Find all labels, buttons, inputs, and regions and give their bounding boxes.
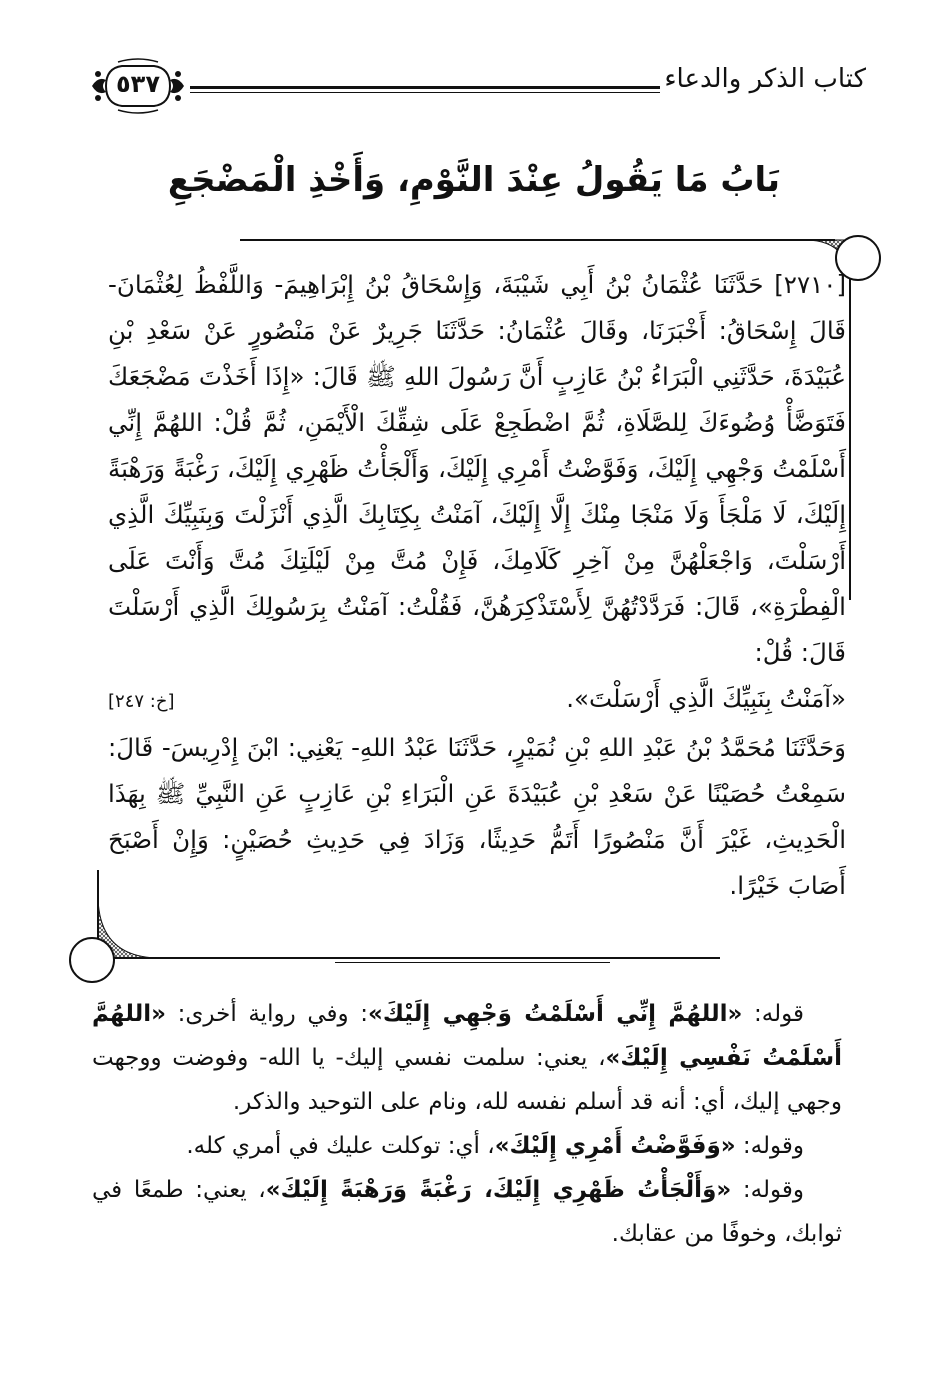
commentary-text: ، يعني: سلمت نفسي إليك- يا الله- وفوضت ووجهت وجهي إليك، أي: أنه قد أسلم نفسه لله، ونام على التوحيد والذكر. [92,1045,842,1115]
separator-rule [335,962,610,963]
commentary [92,992,842,1256]
commentary-text: وقوله: [731,1177,804,1203]
commentary-paragraph [92,992,842,1124]
commentary-text: ، يعني: طمعًا في ثوابك، وخوفًا من عقابك. [92,1177,842,1247]
quoted-phrase: «اللهُمَّ أَسْلَمْتُ نَفْسِي إِلَيْكَ» [92,1001,842,1071]
commentary-text: وقوله: [735,1133,804,1159]
hadith-closing-line [108,676,846,725]
commentary-paragraph [92,1168,842,1256]
hadith-closing-text: «آمَنْتُ بِنَبِيِّكَ الَّذِي أَرْسَلْتَ». [566,684,846,713]
page-number: ٥٣٧ [116,70,160,98]
quoted-phrase: «اللهُمَّ إِنِّي أَسْلَمْتُ وَجْهِي إِلَيْكَ» [368,1001,743,1027]
running-head: كتاب الذكر والدعاء [664,64,866,94]
hadith-text [108,262,846,909]
bukhari-reference: [خ: ٢٤٧] [108,691,175,712]
quoted-phrase: «وَأَلْجَأْتُ ظَهْرِي إِلَيْكَ، رَغْبَةً وَرَهْبَةً إِلَيْكَ» [265,1177,732,1203]
quoted-phrase: «وَفَوَّضْتُ أَمْرِي إِلَيْكَ» [494,1133,736,1159]
commentary-text: : وفي رواية أخرى: [166,1001,369,1027]
hadith-paragraph-chain: وَحَدَّثَنَا مُحَمَّدُ بْنُ عَبْدِ اللهِ بْنِ نُمَيْرٍ، حَدَّثَنَا عَبْدُ اللهِ- يَعْنِي: ابْنَ إِدْرِيسَ- قَالَ: سَمِعْتُ حُصَيْنًا عَنْ سَعْدِ بْنِ عُبَيْدَةَ عَنِ الْبَرَاءِ بْنِ عَازِبٍ عَنِ النَّبِيِّ ﷺ بِهَذَا الْحَدِيثِ، غَيْرَ أَنَّ مَنْصُورًا أَتَمُّ حَدِيثًا، وَزَادَ فِي حَدِيثِ حُصَيْنٍ: وَإِنْ أَصْبَحَ أَصَابَ خَيْرًا. [108,733,846,900]
commentary-text: قوله: [742,1001,804,1027]
commentary-text: ، أي: توكلت عليك في أمري كله. [186,1133,495,1159]
commentary-paragraph [92,1124,842,1168]
hadith-paragraph: [٢٧١٠] حَدَّثَنَا عُثْمَانُ بْنُ أَبِي شَيْبَةَ، وَإِسْحَاقُ بْنُ إِبْرَاهِيمَ- وَاللَّفْظُ لِعُثْمَانَ- قَالَ إِسْحَاقُ: أَخْبَرَنَا، وقَالَ عُثْمَانُ: حَدَّثَنَا جَرِيرٌ عَنْ مَنْصُورٍ عَنْ سَعْدِ بْنِ عُبَيْدَةَ، حَدَّثَنِي الْبَرَاءُ بْنُ عَازِبٍ أَنَّ رَسُولَ اللهِ ﷺ قَالَ: «إِذَا أَخَذْتَ مَضْجَعَكَ فَتَوَضَّأْ وُضُوءَكَ لِلصَّلَاةِ، ثُمَّ اضْطَجِعْ عَلَى شِقِّكَ الْأَيْمَنِ، ثُمَّ قُلْ: اللهُمَّ إِنِّي أَسْلَمْتُ وَجْهِي إِلَيْكَ، وَفَوَّضْتُ أَمْرِي إِلَيْكَ، وَأَلْجَأْتُ ظَهْرِي إِلَيْكَ، رَغْبَةً وَرَهْبَةً إِلَيْكَ، لَا مَلْجَأَ وَلَا مَنْجَا مِنْكَ إِلَّا إِلَيْكَ، آمَنْتُ بِكِتَابِكَ الَّذِي أَنْزَلْتَ وَبِنَبِيِّكَ الَّذِي أَرْسَلْتَ، وَاجْعَلْهُنَّ مِنْ آخِرِ كَلَامِكَ، فَإِنْ مُتَّ مِنْ لَيْلَتِكَ مُتَّ وَأَنْتَ عَلَى الْفِطْرَةِ»، قَالَ: فَرَدَّدْتُهُنَّ لِأَسْتَذْكِرَهُنَّ، فَقُلْتُ: آمَنْتُ بِرَسُولِكَ الَّذِي أَرْسَلْتَ قَالَ: قُلْ: [108,270,846,667]
chapter-title: بَابُ مَا يَقُولُ عِنْدَ النَّوْمِ، وَأَخْذِ الْمَضْجَعِ [167,160,781,200]
